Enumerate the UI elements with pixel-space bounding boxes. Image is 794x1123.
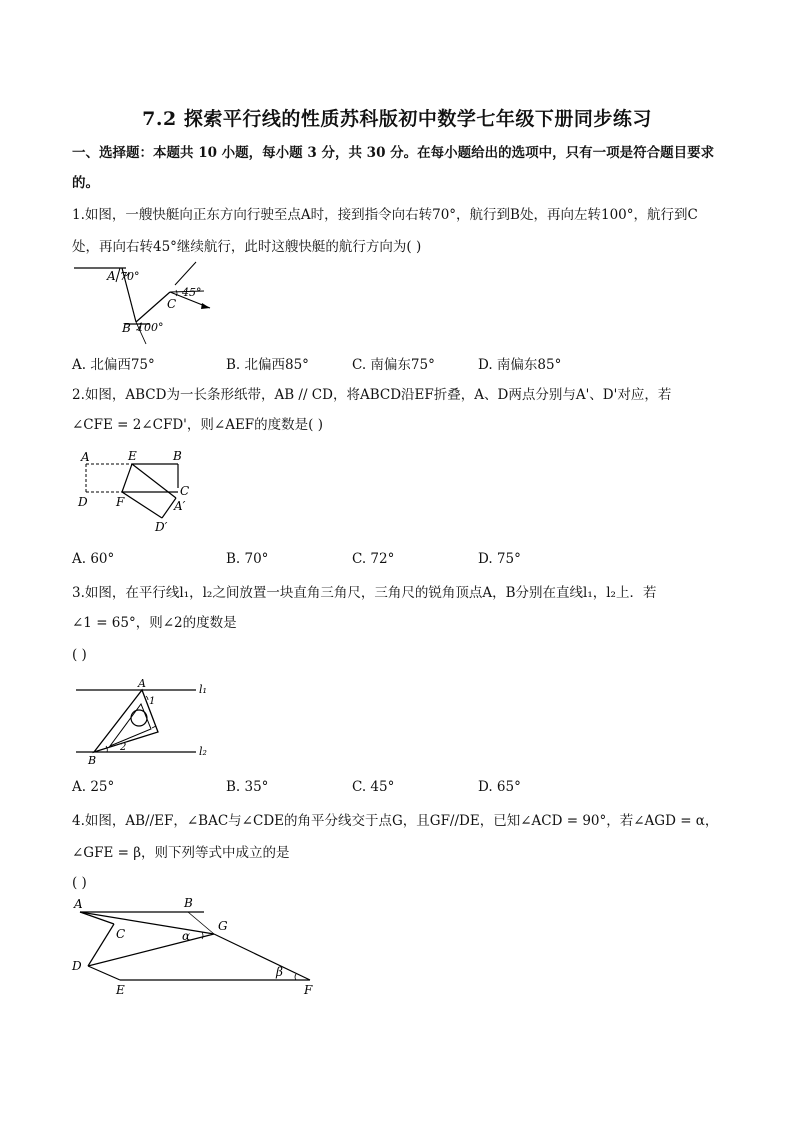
- fig4-label-beta: β: [276, 965, 283, 979]
- fig3-label-l2: l₂: [199, 745, 207, 758]
- question-1-figure: [70, 260, 220, 350]
- q2-option-a[interactable]: A. 60°: [72, 551, 115, 567]
- fig3-label-a: A: [138, 677, 146, 690]
- fig4-label-a: A: [74, 897, 83, 911]
- q1-option-c[interactable]: C. 南偏东75°: [352, 357, 435, 373]
- question-2-figure: [72, 446, 202, 540]
- q3-option-d[interactable]: D. 65°: [478, 779, 521, 795]
- q2-option-d[interactable]: D. 75°: [478, 551, 521, 567]
- question-4-figure: [68, 892, 330, 1000]
- section-instruction-line-1: 一、选择题：本题共 10 小题，每小题 3 分，共 30 分。在每小题给出的选项中，只有一项是符合题目要求: [72, 145, 715, 161]
- fig4-label-f: F: [304, 983, 313, 997]
- fig2-label-c: C: [180, 484, 190, 498]
- fig3-angle-2: 2: [120, 742, 127, 753]
- fig2-label-f: F: [116, 495, 125, 509]
- fig4-label-g: G: [218, 919, 228, 933]
- fig3-label-b: B: [88, 754, 97, 767]
- question-1-line-1: 1.如图，一艘快艇向正东方向行驶至点A时，接到指令向右转70°，航行到B处，再向左转100°，航行到C: [72, 207, 698, 223]
- fig3-label-l1: l₁: [199, 683, 207, 696]
- fig3-angle-1: 1: [149, 696, 156, 707]
- q3-option-c[interactable]: C. 45°: [352, 779, 395, 795]
- page-title: 7.2 探索平行线的性质苏科版初中数学七年级下册同步练习: [142, 108, 652, 130]
- question-4-line-2: ∠GFE = β，则下列等式中成立的是: [72, 845, 290, 861]
- fig4-label-e: E: [116, 983, 125, 997]
- question-2-line-2: ∠CFE = 2∠CFD'，则∠AEF的度数是( ): [72, 417, 323, 433]
- fig1-label-a: A: [107, 269, 116, 283]
- question-2-options: [72, 551, 732, 571]
- q1-option-a[interactable]: A. 北偏西75°: [72, 357, 155, 373]
- question-4-line-3: ( ): [72, 875, 87, 891]
- fig2-label-d-prime: D′: [155, 520, 168, 534]
- question-4-line-1: 4.如图，AB//EF，∠BAC与∠CDE的角平分线交于点G，且GF//DE，已知∠ACD = 90°，若∠AGD = α，: [72, 813, 719, 829]
- fig4-label-b: B: [184, 896, 193, 910]
- question-3-figure: [74, 676, 220, 768]
- q2-option-c[interactable]: C. 72°: [352, 551, 395, 567]
- fig1-label-b: B: [122, 321, 131, 335]
- q3-option-a[interactable]: A. 25°: [72, 779, 115, 795]
- question-2-line-1: 2.如图，ABCD为一长条形纸带，AB // CD，将ABCD沿EF折叠，A、D两点分别与A'、D'对应，若: [72, 387, 672, 403]
- fig1-angle-70: 70°: [120, 270, 140, 283]
- fig2-label-d: D: [78, 495, 88, 509]
- fig2-label-b: B: [173, 449, 182, 463]
- question-1-options: [72, 353, 732, 373]
- fig4-label-c: C: [116, 927, 126, 941]
- fig1-label-c: C: [167, 297, 177, 311]
- q1-option-b[interactable]: B. 北偏西85°: [226, 357, 309, 373]
- fig2-label-a: A: [81, 450, 90, 464]
- question-3-options: [72, 779, 732, 799]
- fig2-label-e: E: [128, 449, 137, 463]
- fig4-label-alpha: α: [182, 929, 191, 943]
- question-1-line-2: 处，再向右转45°继续航行，此时这艘快艇的航行方向为( ): [72, 239, 422, 255]
- fig2-label-a-prime: A′: [174, 499, 186, 513]
- question-3-line-1: 3.如图，在平行线l₁，l₂之间放置一块直角三角尺，三角尺的锐角顶点A，B分别在直线l₁，l₂上．若: [72, 585, 657, 601]
- q2-option-b[interactable]: B. 70°: [226, 551, 269, 567]
- q1-option-d[interactable]: D. 南偏东85°: [478, 357, 562, 373]
- fig1-angle-100: 100°: [137, 321, 164, 334]
- section-instruction-line-2: 的。: [72, 175, 99, 191]
- question-3-line-2: ∠1 = 65°，则∠2的度数是: [72, 615, 237, 631]
- q3-option-b[interactable]: B. 35°: [226, 779, 269, 795]
- question-3-line-3: ( ): [72, 647, 87, 663]
- fig4-label-d: D: [72, 959, 82, 973]
- fig1-angle-45: 45°: [182, 286, 202, 299]
